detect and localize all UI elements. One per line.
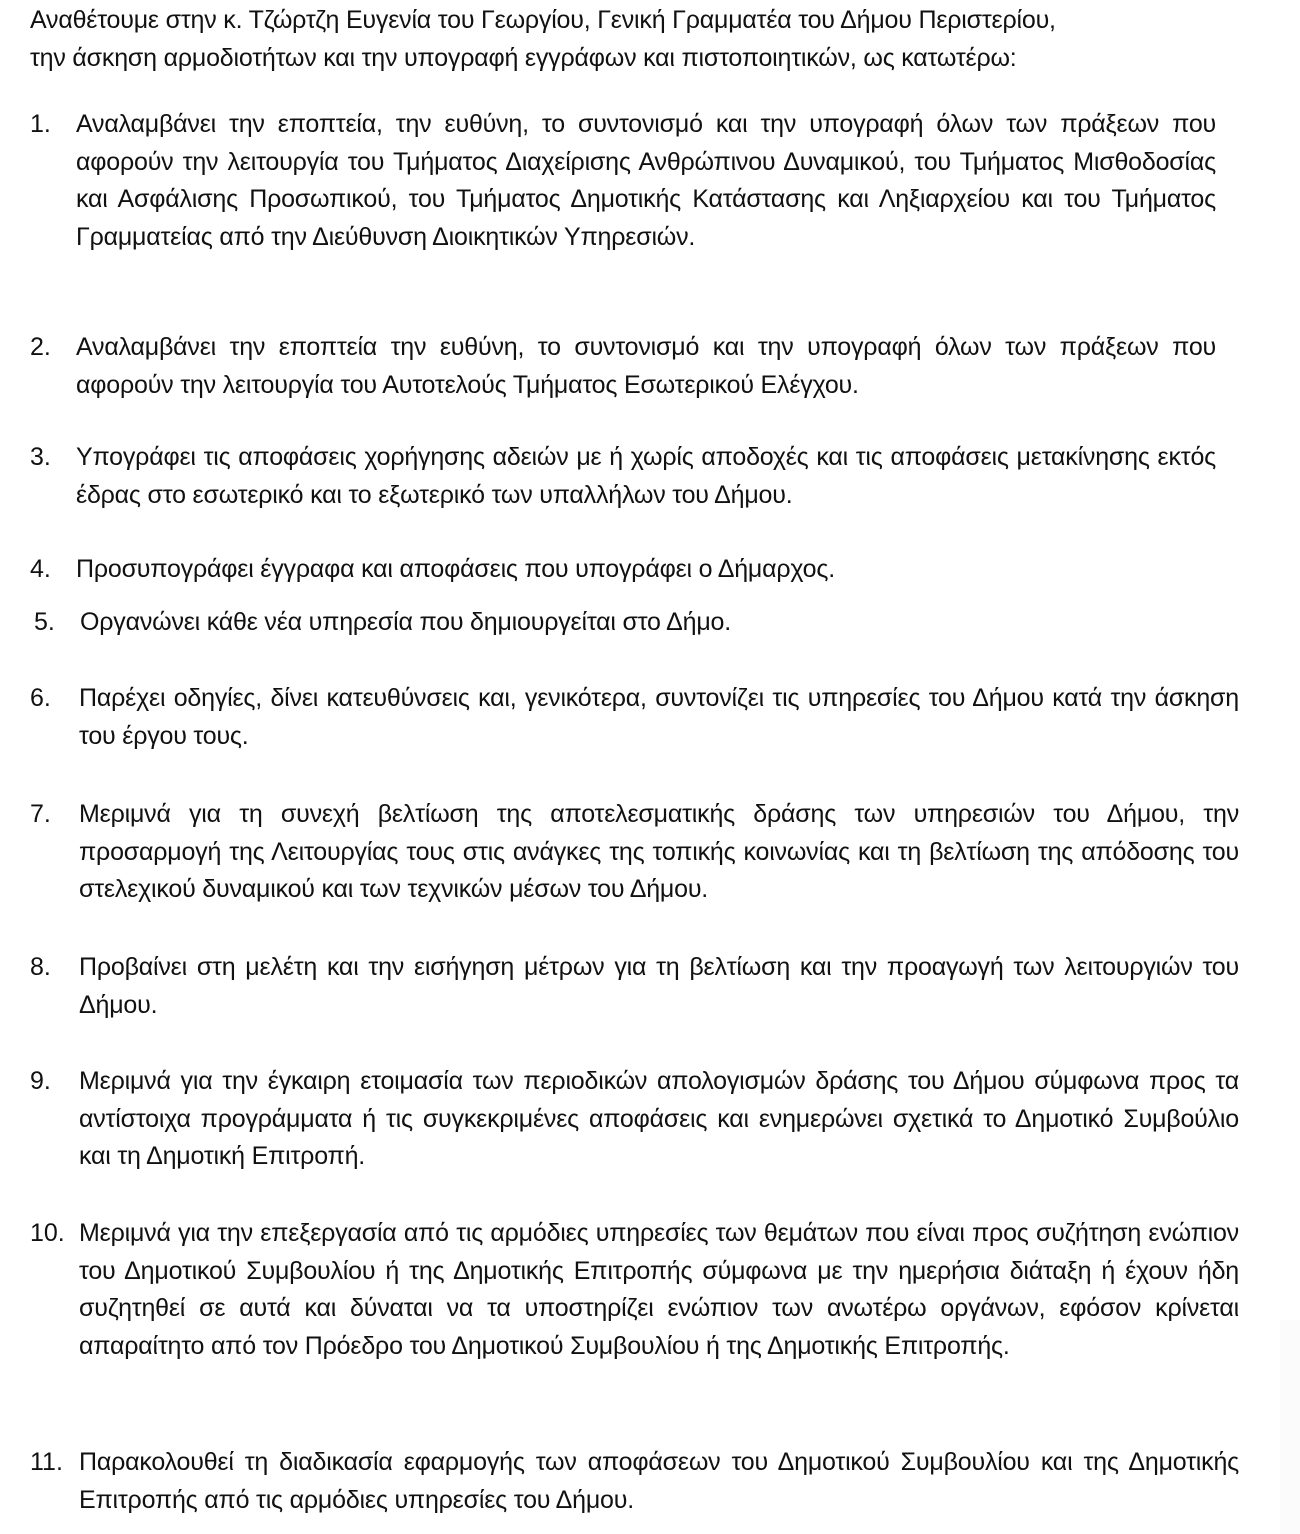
item-text: Παρέχει οδηγίες, δίνει κατευθύνσεις και, γενικότερα, συντονίζει τις υπηρεσίες του Δήμου κατά την άσκηση του έργου τους. xyxy=(79,684,1239,750)
item-number: 10. xyxy=(30,1219,65,1247)
item-text: Μεριμνά για την έγκαιρη ετοιμασία των περιοδικών απολογισμών δράσης του Δήμου σύμφωνα προς τα αντίστοιχα προγράμματα ή τις συγκεκριμένες αποφάσεις και ενημερώνει σχετικά το Δημοτικό Συμβούλιο και τη Δημοτική Επιτροπή. xyxy=(79,1067,1239,1170)
item-number: 6. xyxy=(30,684,51,712)
item-text: Μεριμνά για τη συνεχή βελτίωση της αποτελεσματικής δράσης των υπηρεσιών του Δήμου, την προσαρμογή της Λειτουργίας τους στις ανάγκες της τοπικής κοινωνίας και τη βελτίωση της απόδοσης του στελεχικού δυναμικού και των τεχνικών μέσων του Δήμου. xyxy=(79,800,1239,903)
list-item xyxy=(30,604,1220,642)
item-number: 8. xyxy=(30,953,51,981)
background-panel xyxy=(1280,1320,1300,1534)
item-text: Αναλαμβάνει την εποπτεία, την ευθύνη, το συντονισμό και την υπογραφή όλων των πράξεων που αφορούν την λειτουργία του Τμήματος Διαχείρισης Ανθρώπινου Δυναμικού, του Τμήματος Μισθοδοσίας και Ασφάλισης Προσωπικού, του Τμήματος Δημοτικής Κατάστασης και Ληξιαρχείου και του Τμήματος Γραμματείας από την Διεύθυνση Διοικητικών Υπηρεσιών. xyxy=(76,110,1216,251)
list-item xyxy=(30,1444,1239,1519)
item-number: 5. xyxy=(34,608,55,636)
list-item xyxy=(30,329,1216,404)
intro-line: Αναθέτουμε στην κ. Τζώρτζη Ευγενία του Γεωργίου, Γενική Γραμματέα του Δήμου Περιστερίου, xyxy=(30,6,1056,34)
intro-line: την άσκηση αρμοδιοτήτων και την υπογραφή εγγράφων και πιστοποιητικών, ως κατωτέρω: xyxy=(30,43,1017,72)
item-number: 3. xyxy=(30,443,51,471)
item-text: Προσυπογράφει έγγραφα και αποφάσεις που υπογράφει ο Δήμαρχος. xyxy=(76,555,835,583)
list-item xyxy=(30,106,1216,256)
list-item xyxy=(30,1063,1239,1176)
item-text: Υπογράφει τις αποφάσεις χορήγησης αδειών με ή χωρίς αποδοχές και τις αποφάσεις μετακίνησης εκτός έδρας στο εσωτερικό και το εξωτερικό των υπαλλήλων του Δήμου. xyxy=(76,443,1216,509)
item-number: 1. xyxy=(30,110,51,138)
item-text: Παρακολουθεί τη διαδικασία εφαρμογής των αποφάσεων του Δημοτικού Συμβουλίου και της Δημοτικής Επιτροπής από τις αρμόδιες υπηρεσίες του Δήμου. xyxy=(79,1448,1239,1514)
item-number: 9. xyxy=(30,1067,51,1095)
list-item xyxy=(30,949,1239,1024)
item-number: 7. xyxy=(30,800,51,828)
list-item xyxy=(30,796,1239,909)
list-item xyxy=(30,680,1239,755)
item-number: 11. xyxy=(30,1448,63,1476)
list-item xyxy=(30,439,1216,514)
item-number: 2. xyxy=(30,333,51,361)
item-number: 4. xyxy=(30,555,51,583)
intro-paragraph xyxy=(30,2,1230,77)
list-item xyxy=(30,551,1216,589)
item-text: Οργανώνει κάθε νέα υπηρεσία που δημιουργείται στο Δήμο. xyxy=(80,608,731,636)
item-text: Προβαίνει στη μελέτη και την εισήγηση μέτρων για τη βελτίωση και την προαγωγή των λειτουργιών του Δήμου. xyxy=(79,953,1239,1019)
item-text: Μεριμνά για την επεξεργασία από τις αρμόδιες υπηρεσίες των θεμάτων που είναι προς συζήτηση ενώπιον του Δημοτικού Συμβουλίου ή της Δημοτικής Επιτροπής σύμφωνα με την ημερήσια διάταξη ή έχουν ήδη συζητηθεί σε αυτά και δύναται να τα υποστηρίζει ενώπιον των ανωτέρω οργάνων, εφόσον κρίνεται απαραίτητο από τον Πρόεδρο του Δημοτικού Συμβουλίου ή της Δημοτικής Επιτροπής. xyxy=(79,1219,1239,1360)
item-text: Αναλαμβάνει την εποπτεία την ευθύνη, το συντονισμό και την υπογραφή όλων των πράξεων που αφορούν την λειτουργία του Αυτοτελούς Τμήματος Εσωτερικού Ελέγχου. xyxy=(76,333,1216,399)
list-item xyxy=(30,1215,1239,1365)
